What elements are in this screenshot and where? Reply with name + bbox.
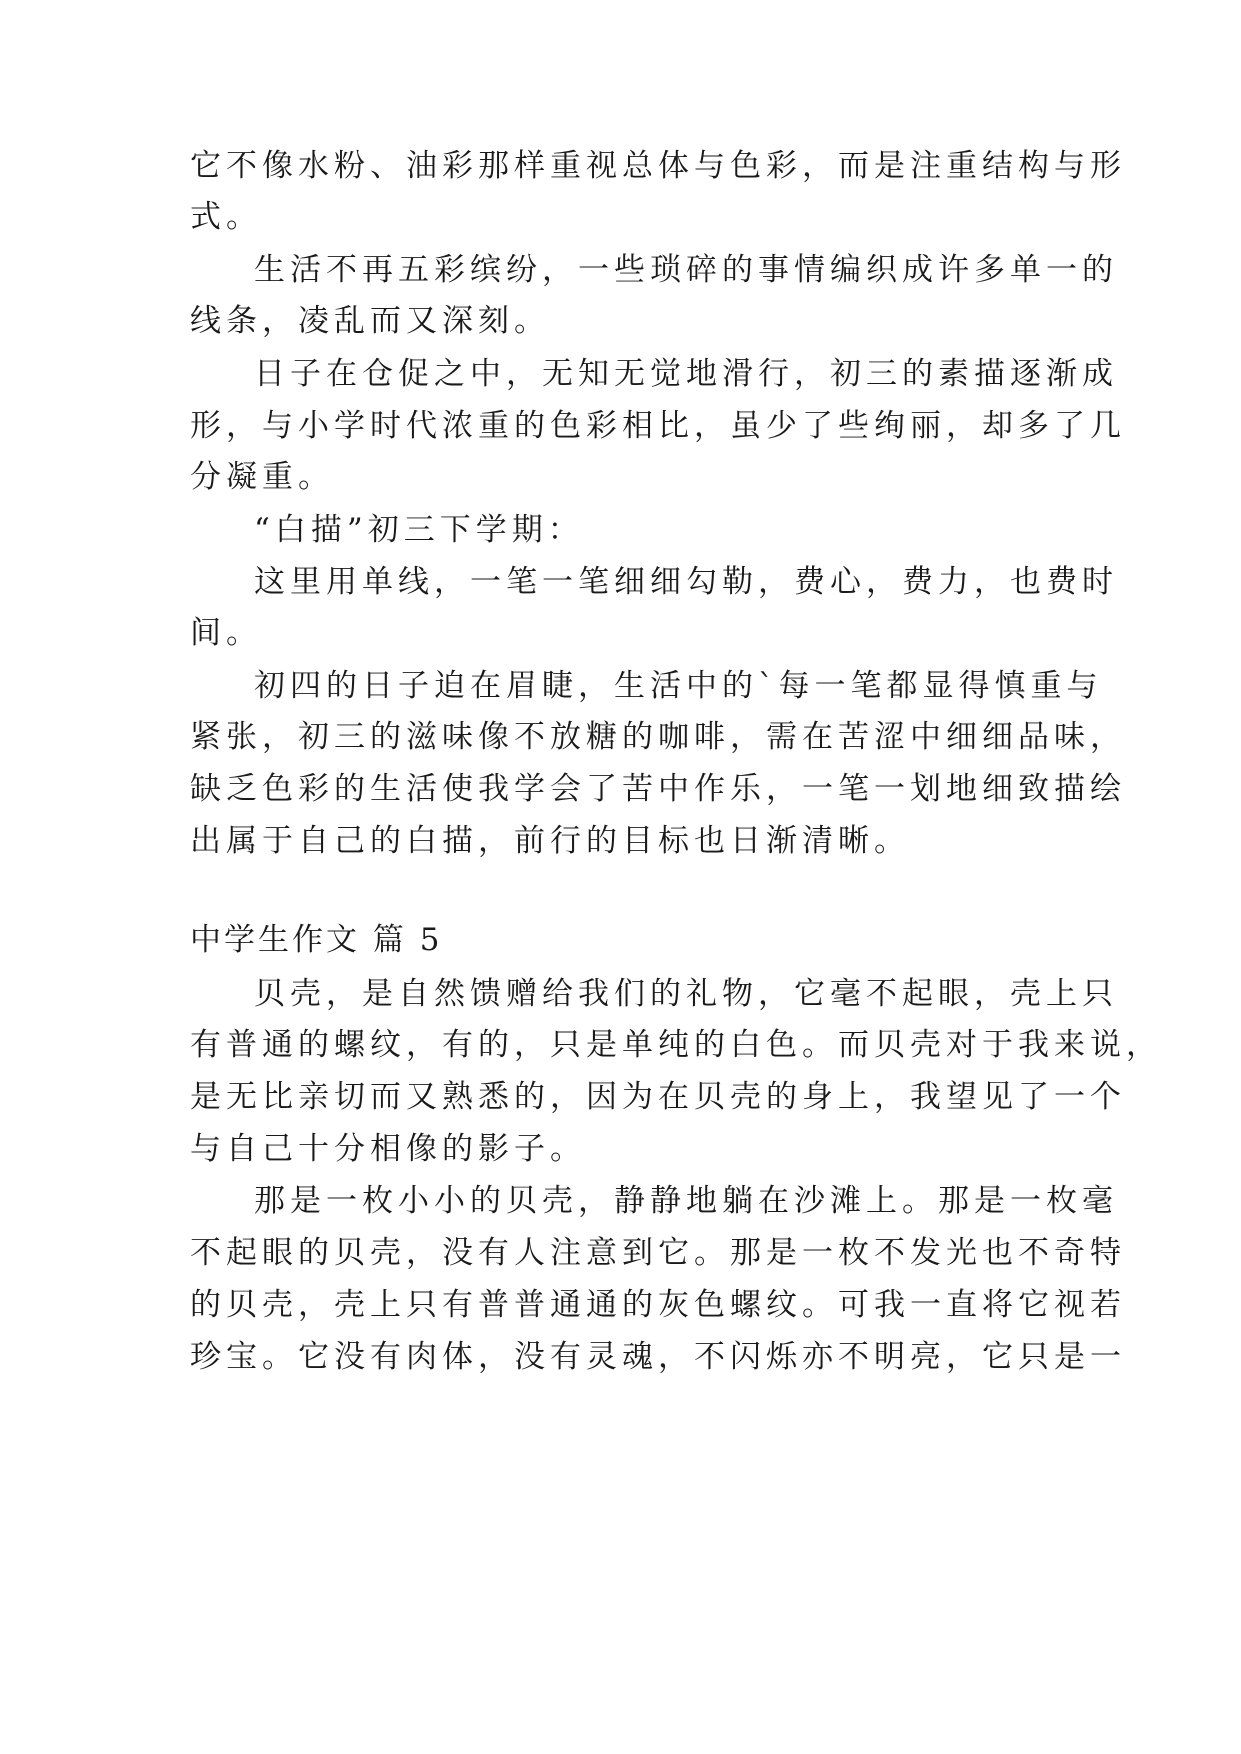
text-line: 日子在仓促之中，无知无觉地滑行，初三的素描逐渐成	[254, 356, 1118, 392]
text-line: 紧张，初三的滋味像不放糖的咖啡，需在苦涩中细细品味，	[190, 719, 1126, 755]
text-line: 形，与小学时代浓重的色彩相比，虽少了些绚丽，却多了几	[190, 408, 1126, 444]
text-line: 初四的日子迫在眉睫，生活中的`每一笔都显得慎重与	[254, 668, 1103, 704]
text-line: 它不像水粉、油彩那样重视总体与色彩，而是注重结构与形	[190, 148, 1126, 184]
text-line: 出属于自己的白描，前行的目标也日渐清晰。	[190, 823, 910, 859]
text-line: 与自己十分相像的影子。	[190, 1131, 586, 1167]
text-line: 这里用单线，一笔一笔细细勾勒，费心，费力，也费时	[254, 564, 1118, 600]
text-line: 贝壳，是自然馈赠给我们的礼物，它毫不起眼，壳上只	[254, 976, 1118, 1012]
heading-text: 中学生作文 篇 5	[190, 922, 443, 958]
text-line: 分凝重。	[190, 459, 334, 495]
text-line: 的贝壳，壳上只有普普通通的灰色螺纹。可我一直将它视若	[190, 1287, 1126, 1323]
text-line: 式。	[190, 199, 262, 235]
text-line: 那是一枚小小的贝壳，静静地躺在沙滩上。那是一枚毫	[254, 1183, 1118, 1219]
text-line: 线条，凌乱而又深刻。	[190, 303, 550, 339]
text-line: 是无比亲切而又熟悉的，因为在贝壳的身上，我望见了一个	[190, 1079, 1126, 1115]
text-line: 不起眼的贝壳，没有人注意到它。那是一枚不发光也不奇特	[190, 1235, 1126, 1271]
text-line: 有普通的螺纹，有的，只是单纯的白色。而贝壳对于我来说，	[190, 1027, 1162, 1063]
text-line: “白描”初三下学期：	[254, 512, 584, 548]
text-line: 缺乏色彩的生活使我学会了苦中作乐，一笔一划地细致描绘	[190, 771, 1126, 807]
text-line: 生活不再五彩缤纷，一些琐碎的事情编织成许多单一的	[254, 252, 1118, 288]
text-line: 间。	[190, 615, 262, 651]
text-line: 珍宝。它没有肉体，没有灵魂，不闪烁亦不明亮，它只是一	[190, 1339, 1126, 1375]
